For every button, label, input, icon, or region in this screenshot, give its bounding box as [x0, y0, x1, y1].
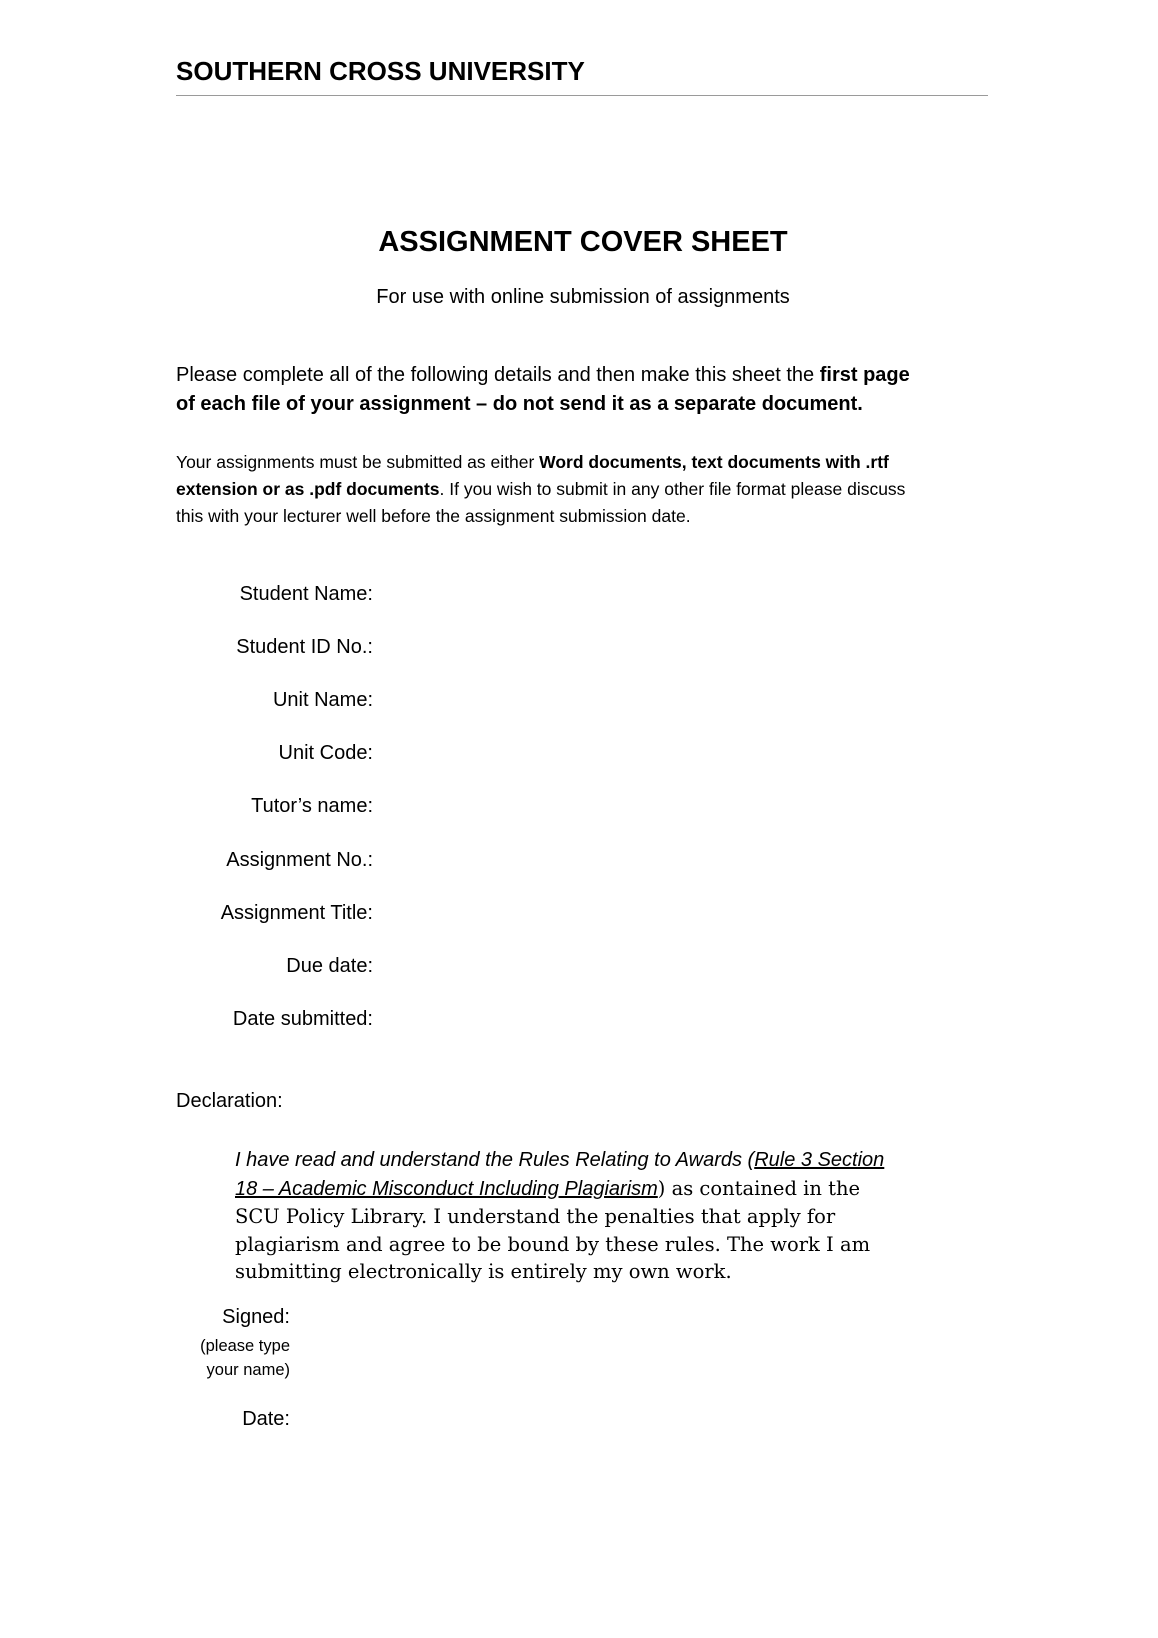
page-subtitle: For use with online submission of assignments — [376, 286, 790, 308]
declaration-line-3: SCU Policy Library. I understand the penalties that apply for — [235, 1205, 836, 1228]
header-divider — [176, 95, 988, 96]
formats-line-2 — [176, 476, 1006, 503]
intro-line-2 — [176, 390, 996, 419]
formats-line-1-text: Your assignments must be submitted as either — [176, 452, 540, 472]
date-label: Date: — [242, 1408, 290, 1430]
assignment-no-label: Assignment No.: — [226, 849, 373, 871]
student-id-label: Student ID No.: — [236, 636, 373, 658]
declaration-text — [235, 1147, 935, 1286]
assignment-title-label: Assignment Title: — [220, 902, 373, 924]
rule-link-part-1[interactable]: Rule 3 Section — [754, 1149, 885, 1171]
unit-code-label: Unit Code: — [278, 742, 373, 764]
declaration-line-2 — [235, 1175, 935, 1204]
signed-label: Signed: — [222, 1306, 290, 1328]
intro-line-2-bold: of each file of your assignment – do not send it as a separate document. — [176, 393, 863, 415]
intro-line-1-text: Please complete all of the following details and then make this sheet the — [176, 364, 820, 386]
declaration-line-4: plagiarism and agree to be bound by these rules. The work I am — [235, 1232, 871, 1256]
intro-line-1 — [176, 361, 996, 390]
intro-paragraph — [176, 361, 996, 419]
date-submitted-label: Date submitted: — [232, 1008, 373, 1030]
formats-line-1 — [176, 449, 1006, 476]
declaration-line-1 — [235, 1147, 935, 1175]
institution-name: SOUTHERN CROSS UNIVERSITY — [176, 56, 585, 86]
formats-line-3-text: this with your lecturer well before the assignment submission date. — [176, 506, 691, 526]
page-title: ASSIGNMENT COVER SHEET — [378, 226, 788, 258]
formats-line-1-bold: Word documents, text documents with .rtf — [539, 452, 889, 472]
file-format-paragraph — [176, 449, 1006, 530]
signed-note-line-2: your name) — [206, 1361, 290, 1379]
unit-name-label: Unit Name: — [272, 689, 373, 711]
rule-link-part-2[interactable]: 18 – Academic Misconduct Including Plagiarism — [235, 1177, 658, 1200]
declaration-line-5: submitting electronically is entirely my own work. — [235, 1260, 732, 1283]
formats-line-2-text: . If you wish to submit in any other file format please discuss — [439, 479, 906, 499]
formats-line-3 — [176, 503, 1006, 530]
formats-line-2-bold: extension or as .pdf documents — [176, 479, 440, 499]
declaration-line-2-text: ) as contained in the — [657, 1176, 861, 1200]
declaration-heading: Declaration: — [176, 1090, 283, 1112]
tutor-name-label: Tutor’s name: — [251, 795, 373, 817]
declaration-line-1-text: I have read and understand the Rules Relating to Awards ( — [235, 1149, 755, 1171]
due-date-label: Due date: — [286, 955, 373, 977]
signed-note-line-1: (please type — [200, 1337, 290, 1355]
intro-line-1-bold: first page — [819, 364, 910, 386]
student-name-label: Student Name: — [239, 583, 373, 605]
